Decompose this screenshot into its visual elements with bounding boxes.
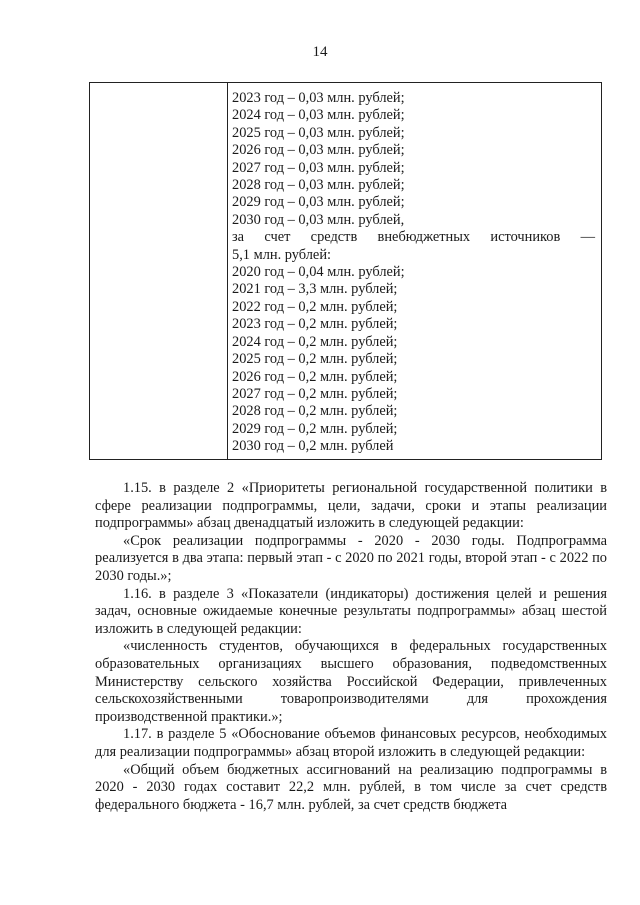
funding-source-line: за счет средств внебюджетных источников —: [232, 229, 595, 246]
funding-table: [89, 82, 602, 460]
funding-cell: [232, 90, 595, 456]
paragraph-quote-budget: «Общий объем бюджетных ассигнований на реализацию подпрограммы в 2020 - 2030 годах составит 22,2 млн. рублей, в том числе за счет средств федерального бюджета - 16,7 млн. рублей, за счет средств бюджета: [95, 761, 607, 813]
funding-line: 2025 год – 0,03 млн. рублей;: [232, 124, 405, 141]
funding-line: 2025 год – 0,2 млн. рублей;: [232, 351, 398, 368]
funding-line: 2026 год – 0,2 млн. рублей;: [232, 368, 398, 385]
funding-line: 2023 год – 0,03 млн. рублей;: [232, 90, 405, 106]
funding-line: 2024 год – 0,2 млн. рублей;: [232, 333, 398, 350]
funding-line: 2022 год – 0,2 млн. рублей;: [232, 298, 398, 315]
funding-line: 2027 год – 0,2 млн. рублей;: [232, 385, 398, 402]
funding-line: 2026 год – 0,03 млн. рублей;: [232, 142, 405, 159]
funding-line: 2024 год – 0,03 млн. рублей;: [232, 107, 405, 124]
funding-line: 2023 год – 0,2 млн. рублей;: [232, 316, 398, 333]
funding-line: 2028 год – 0,03 млн. рублей;: [232, 177, 405, 194]
funding-line: 2028 год – 0,2 млн. рублей;: [232, 403, 398, 420]
page-number: 14: [312, 44, 328, 60]
funding-line: 5,1 млн. рублей:: [232, 246, 332, 263]
funding-line: 2029 год – 0,03 млн. рублей;: [232, 194, 405, 211]
paragraph-1-16: 1.16. в разделе 3 «Показатели (индикаторы) достижения целей и решения задач, основные ожидаемые конечные результаты подпрограммы» абзац шестой изложить в следующей редакции:: [95, 585, 607, 637]
paragraph-quote-students: «численность студентов, обучающихся в федеральных государственных образовательных организациях высшего образования, подведомственных Министерству сельского хозяйства Российской Федерации, привлеченных сельскохозяйственными товаропроизводителями для прохождения производственной практики.»;: [95, 638, 607, 725]
funding-line: 2030 год – 0,2 млн. рублей: [232, 438, 394, 455]
paragraph-1-17: 1.17. в разделе 5 «Обоснование объемов финансовых ресурсов, необходимых для реализации подпрограммы» абзац второй изложить в следующей редакции:: [95, 726, 607, 760]
paragraph-quote-period: «Срок реализации подпрограммы - 2020 - 2030 годы. Подпрограмма реализуется в два этапа: первый этап - с 2020 по 2021 годы, второй этап - с 2022 по 2030 годы.»;: [95, 532, 607, 584]
funding-line: 2029 год – 0,2 млн. рублей;: [232, 420, 398, 437]
paragraph-1-15: 1.15. в разделе 2 «Приоритеты региональной государственной политики в сфере реализации подпрограммы, цели, задачи, сроки и этапы реализации подпрограммы» абзац двенадцатый изложить в следующей редакции:: [95, 480, 607, 532]
document-body: [95, 480, 607, 814]
funding-line: 2030 год – 0,03 млн. рублей,: [232, 211, 405, 228]
funding-line: 2020 год – 0,04 млн. рублей;: [232, 264, 405, 281]
funding-line: 2027 год – 0,03 млн. рублей;: [232, 159, 405, 176]
table-column-divider: [227, 83, 228, 459]
funding-line: 2021 год – 3,3 млн. рублей;: [232, 281, 398, 298]
